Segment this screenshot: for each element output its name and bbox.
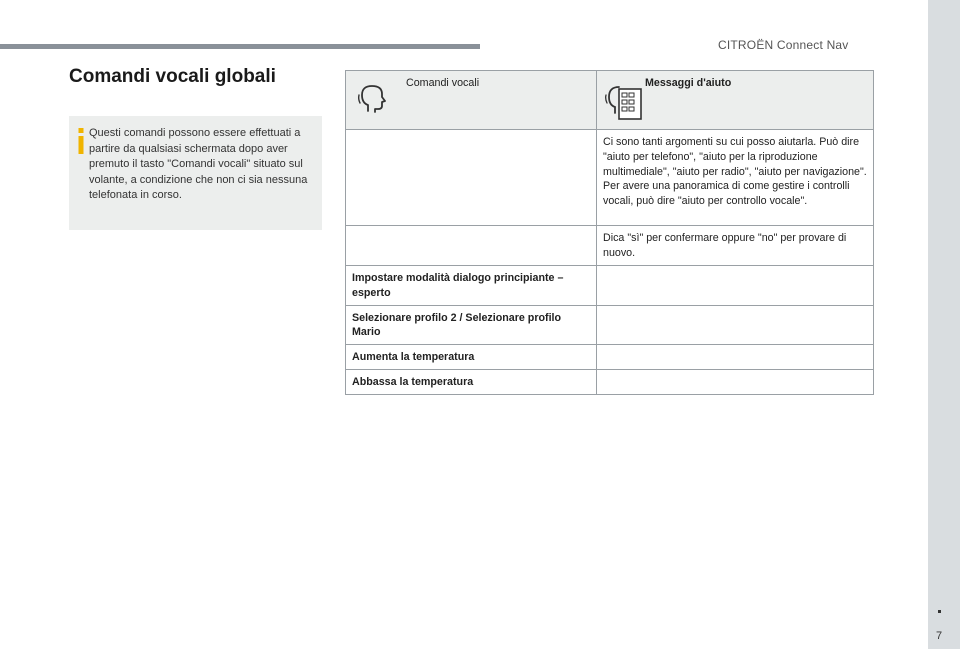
info-icon <box>78 128 84 154</box>
table-row <box>346 305 874 345</box>
help-cell: Dica "sì" per confermare oppure "no" per provare di nuovo. <box>597 226 874 266</box>
command-cell <box>346 226 597 266</box>
voice-command-icon <box>356 81 390 115</box>
command-cell: Impostare modalità dialogo principiante – esperto <box>346 266 597 306</box>
help-cell: Ci sono tanti argomenti su cui posso aiutarla. Può dire "aiuto per telefono", "aiuto per la riproduzione multimediale", "aiuto per radio", "aiuto per navigazione". Per avere una panoramica di come gestire i controlli vocali, può dire "aiuto per controllo vocale". <box>597 130 874 226</box>
command-cell: Abbassa la temperatura <box>346 369 597 394</box>
help-cell <box>597 266 874 306</box>
page-number: 7 <box>936 630 943 642</box>
table-row <box>346 130 874 226</box>
info-box <box>69 116 322 230</box>
voice-help-icon <box>605 81 643 121</box>
header-commands-cell <box>346 71 597 130</box>
command-cell: Selezionare profilo 2 / Selezionare profilo Mario <box>346 305 597 345</box>
help-cell <box>597 305 874 345</box>
table-row <box>346 369 874 394</box>
info-text: Questi comandi possono essere effettuati a partire da qualsiasi schermata dopo aver premuto il tasto "Comandi vocali" situato sul volante, a condizione che non ci sia nessuna telefonata in corso. <box>89 127 308 202</box>
page-title: Comandi vocali globali <box>69 66 276 87</box>
header-help-cell <box>597 71 874 130</box>
table-header-row <box>346 71 874 130</box>
page-marker <box>938 610 941 613</box>
header-title: CITROËN Connect Nav <box>718 38 849 52</box>
side-strip <box>928 0 960 649</box>
command-cell: Aumenta la temperatura <box>346 345 597 370</box>
voice-commands-table <box>345 70 874 395</box>
command-cell <box>346 130 597 226</box>
header-commands-label: Comandi vocali <box>406 77 480 89</box>
table-row <box>346 226 874 266</box>
help-cell <box>597 369 874 394</box>
table-row <box>346 266 874 306</box>
header-help-label: Messaggi d'aiuto <box>645 77 732 89</box>
help-cell <box>597 345 874 370</box>
header-bar <box>0 44 480 49</box>
table-row <box>346 345 874 370</box>
